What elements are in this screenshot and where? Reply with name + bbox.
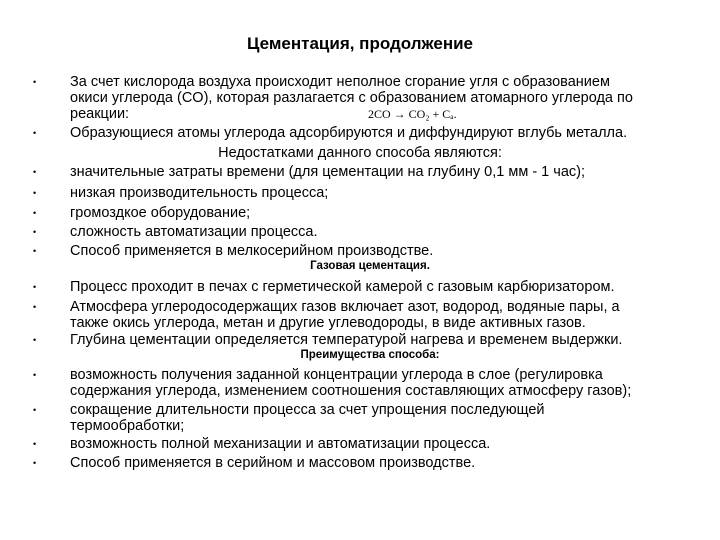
drawbacks-heading: Недостатками данного способа являются:: [218, 145, 502, 161]
bullet-icon: •: [33, 405, 37, 415]
bullet-icon: •: [33, 246, 37, 256]
text-line: Образующиеся атомы углерода адсорбируются и диффундируют вглубь металла.: [70, 125, 628, 141]
text-line: возможность полной механизации и автоматизации процесса.: [70, 436, 491, 452]
gas-heading: Газовая цементация.: [310, 260, 430, 272]
bullet-icon: •: [33, 77, 37, 87]
text-line: содержания углерода, изменением соотношения составляющих атмосферу газов);: [70, 383, 632, 399]
text-line: Способ применяется в мелкосерийном производстве.: [70, 243, 434, 259]
text-line: реакции:: [70, 106, 130, 122]
bullet-icon: •: [33, 458, 37, 468]
reaction-formula: 2CO → CO₂ + Cₐ.: [368, 107, 457, 121]
text-line: значительные затраты времени (для цементации на глубину 0,1 мм - 1 час);: [70, 164, 586, 180]
bullet-icon: •: [33, 208, 37, 218]
text-line: возможность получения заданной концентрации углерода в слое (регулировка: [70, 367, 603, 383]
text-line: окиси углерода (CO), которая разлагается с образованием атомарного углерода по: [70, 90, 633, 106]
text-line: Атмосфера углеродосодержащих газов включает азот, водород, водяные пары, а: [70, 299, 620, 315]
bullet-icon: •: [33, 302, 37, 312]
text-line: За счет кислорода воздуха происходит неполное сгорание угля с образованием: [70, 74, 610, 90]
text-line: громоздкое оборудование;: [70, 205, 251, 221]
bullet-icon: •: [33, 439, 37, 449]
text-line: также окись углерода, метан и другие углеводороды, в виде активных газов.: [70, 315, 586, 331]
text-line: Глубина цементации определяется температурой нагрева и временем выдержки.: [70, 332, 623, 348]
text-line: Способ применяется в серийном и массовом производстве.: [70, 455, 476, 471]
text-line: Процесс проходит в печах с герметической камерой с газовым карбюризатором.: [70, 279, 615, 295]
text-line: сложность автоматизации процесса.: [70, 224, 318, 240]
slide-title: Цементация, продолжение: [246, 34, 474, 53]
bullet-icon: •: [33, 227, 37, 237]
text-line: низкая производительность процесса;: [70, 185, 329, 201]
bullet-icon: •: [33, 128, 37, 138]
text-line: термообработки;: [70, 418, 185, 434]
bullet-icon: •: [33, 282, 37, 292]
bullet-icon: •: [33, 370, 37, 380]
text-line: сокращение длительности процесса за счет упрощения последующей: [70, 402, 545, 418]
bullet-icon: •: [33, 188, 37, 198]
bullet-icon: •: [33, 335, 37, 345]
bullet-icon: •: [33, 167, 37, 177]
advantages-heading: Преимущества способа:: [300, 349, 440, 361]
